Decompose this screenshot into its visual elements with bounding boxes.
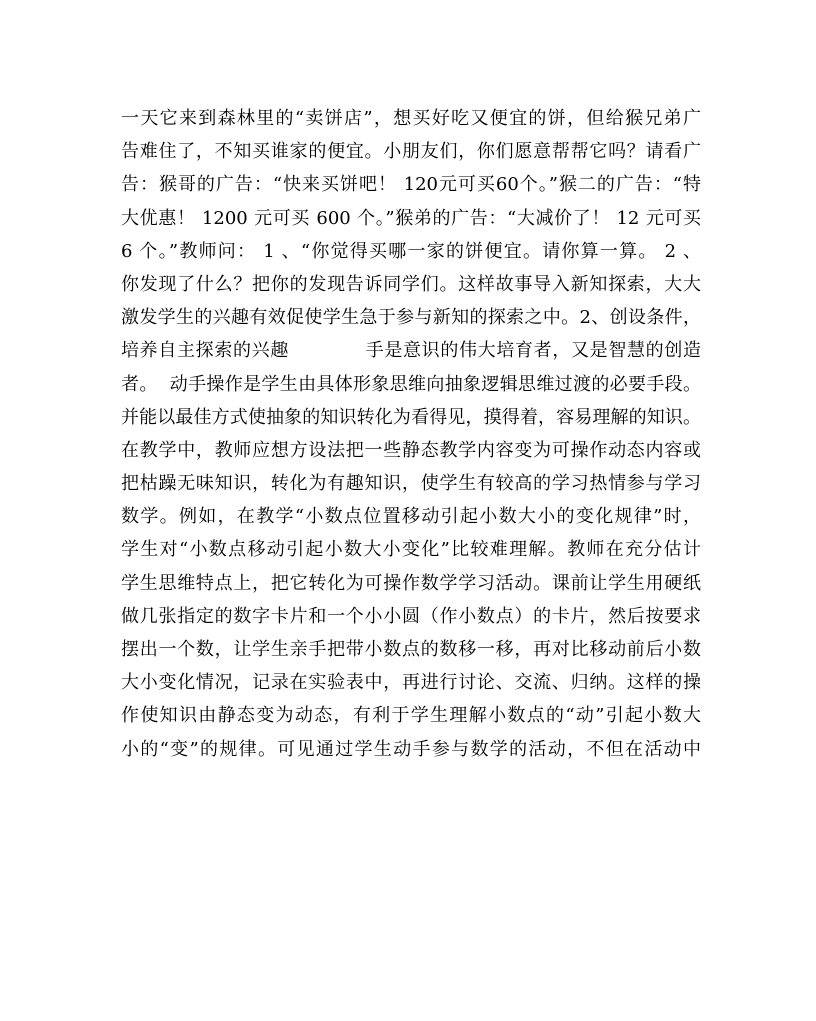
text-line: 学生思维特点上，把它转化为可操作数学学习活动。课前让学生用硬纸 xyxy=(121,572,701,594)
text-line: 做几张指定的数字卡片和一个小小圆（作小数点）的卡片，然后按要求 xyxy=(121,605,701,627)
text-line: 学生对“小数点移动引起小数大小变化”比较难理解。教师在充分估计 xyxy=(121,539,701,561)
text-line: 数学。例如，在教学“小数点位置移动引起小数大小的变化规律”时， xyxy=(121,506,701,528)
text-line: 把枯躁无味知识，转化为有趣知识，使学生有较高的学习热情参与学习 xyxy=(121,473,701,495)
text-line: 告难住了，不知买谁家的便宜。小朋友们，你们愿意帮帮它吗？请看广 xyxy=(121,141,701,163)
text-line: 小的“变”的规律。可见通过学生动手参与数学的活动，不但在活动中 xyxy=(121,738,701,760)
text-line: 在教学中，教师应想方设法把一些静态教学内容变为可操作动态内容或 xyxy=(121,439,701,461)
text-line: 作使知识由静态变为动态，有利于学生理解小数点的“动”引起小数大 xyxy=(121,705,701,727)
text-line: 一天它来到森林里的“卖饼店”，想买好吃又便宜的饼，但给猴兄弟广 xyxy=(121,108,701,129)
text-line: 摆出一个数，让学生亲手把带小数点的数移一移，再对比移动前后小数 xyxy=(121,639,701,660)
text-line: 告：猴哥的广告：“快来买饼吧！ 120元可买60个。”猴二的广告：“特 xyxy=(121,174,701,196)
text-line: 培养自主探索的兴趣 手是意识的伟大培育者，又是智慧的创造 xyxy=(121,340,701,362)
text-line: 你发现了什么？把你的发现告诉同学们。这样故事导入新知探索，大大 xyxy=(121,273,701,295)
text-line: 并能以最佳方式使抽象的知识转化为看得见，摸得着，容易理解的知识。 xyxy=(121,406,701,428)
text-line: 大小变化情况，记录在实验表中，再进行讨论、交流、归纳。这样的操 xyxy=(121,672,701,694)
body-text xyxy=(121,102,701,766)
text-line: 激发学生的兴趣有效促使学生急于参与新知的探索之中。2、创设条件， xyxy=(121,307,701,329)
text-line: 者。 动手操作是学生由具体形象思维向抽象逻辑思维过渡的必要手段。 xyxy=(121,373,701,395)
text-line: 大优惠！ 1200 元可买 600 个。”猴弟的广告：“大减价了！ 12 元可买 xyxy=(121,207,701,229)
text-line: 6 个。”教师问： 1 、“你觉得买哪一家的饼便宜。请你算一算。 2 、 xyxy=(121,240,701,262)
